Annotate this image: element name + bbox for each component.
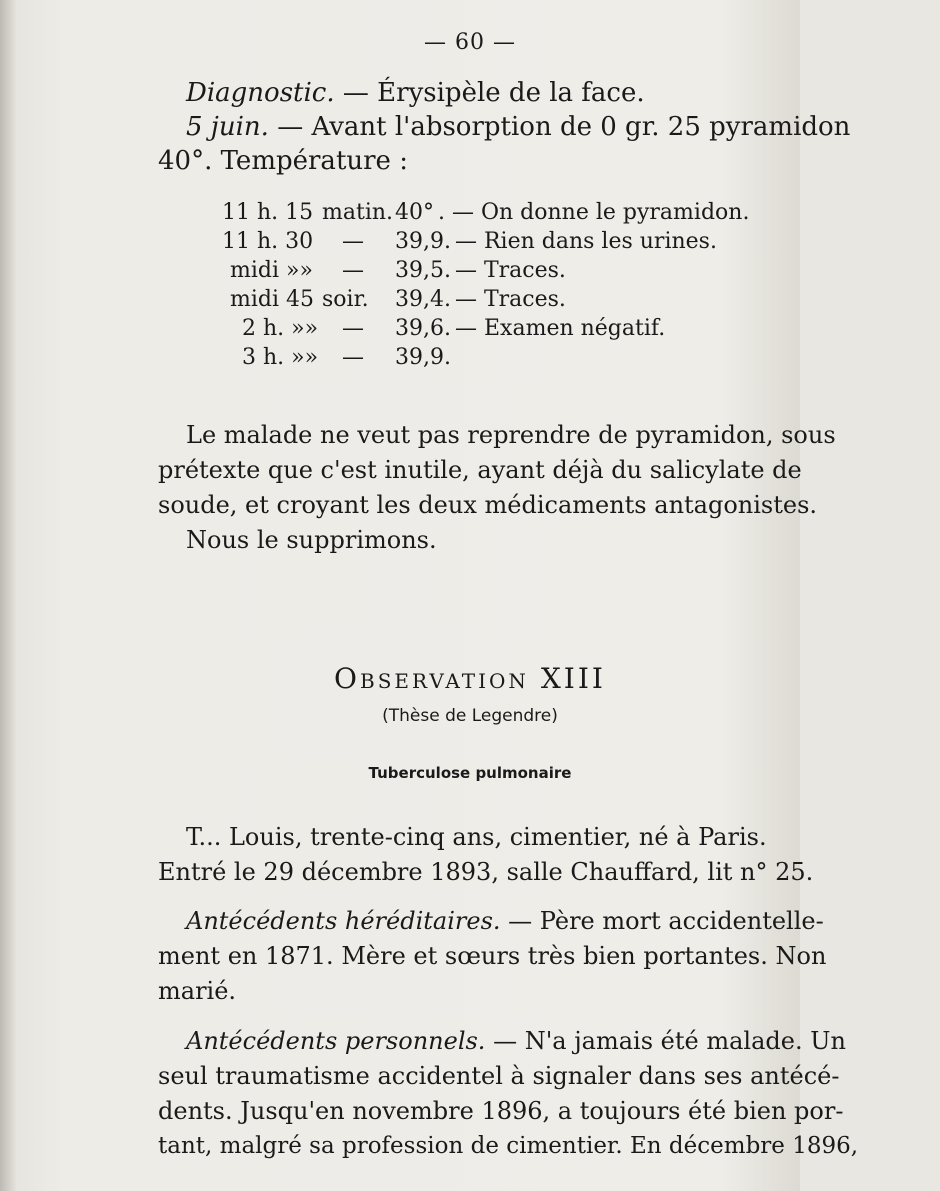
- antecedents-personnels-line: [186, 1026, 846, 1056]
- temperature-period: —: [342, 258, 364, 283]
- paragraph-line: dents. Jusqu'en novembre 1896, a toujours été bien por-: [158, 1097, 844, 1125]
- diagnostic-text: — Érysipèle de la face.: [334, 78, 645, 108]
- temperature-heading: 40°. Température :: [158, 146, 408, 176]
- temperature-period: —: [342, 345, 364, 370]
- paragraph-line: seul traumatisme accidentel à signaler dans ses antécé-: [158, 1062, 840, 1090]
- observation-source: (Thèse de Legendre): [382, 706, 558, 726]
- paragraph-line: tant, malgré sa profession de cimentier. En décembre 1896,: [158, 1133, 859, 1159]
- antecedents-hereditaires-label: Antécédents héréditaires.: [186, 907, 501, 935]
- temperature-value: 39,9.: [395, 229, 451, 254]
- paragraph-line: Entré le 29 décembre 1893, salle Chauffard, lit n° 25.: [158, 858, 814, 886]
- temperature-value: 40°: [395, 200, 434, 225]
- temperature-time: midi »»: [230, 258, 313, 283]
- paragraph-line: Nous le supprimons.: [186, 526, 437, 554]
- temperature-note: — Traces.: [455, 287, 566, 312]
- paragraph-line: marié.: [158, 977, 237, 1005]
- juin-date: 5 juin.: [186, 112, 269, 142]
- temperature-time: 2 h. »»: [242, 316, 319, 341]
- juin-line: [186, 112, 850, 142]
- diagnostic-line: [186, 78, 645, 108]
- paragraph-line: Le malade ne veut pas reprendre de pyramidon, sous: [186, 421, 836, 449]
- temperature-period: —: [342, 229, 364, 254]
- temperature-time: 11 h. 15: [222, 200, 314, 225]
- juin-text: — Avant l'absorption de 0 gr. 25 pyramidon: [268, 112, 851, 142]
- temperature-note: — Examen négatif.: [455, 316, 666, 341]
- diagnostic-label: Diagnostic.: [186, 78, 335, 108]
- temperature-note: — Traces.: [455, 258, 566, 283]
- temperature-period: matin.: [322, 200, 394, 225]
- antecedents-personnels-text: — N'a jamais été malade. Un: [485, 1027, 846, 1055]
- observation-title: Observation XIII: [334, 662, 606, 695]
- paragraph-line: ment en 1871. Mère et sœurs très bien portantes. Non: [158, 942, 827, 970]
- paragraph-line: T... Louis, trente-cinq ans, cimentier, né à Paris.: [186, 823, 767, 851]
- antecedents-hereditaires-text: — Père mort accidentelle-: [500, 907, 824, 935]
- temperature-value: 39,5.: [395, 258, 451, 283]
- temperature-time: 3 h. »»: [242, 345, 319, 370]
- paragraph-line: soude, et croyant les deux médicaments antagonistes.: [158, 491, 818, 519]
- temperature-value: 39,6.: [395, 316, 451, 341]
- antecedents-personnels-label: Antécédents personnels.: [186, 1027, 486, 1055]
- temperature-time: 11 h. 30: [222, 229, 314, 254]
- temperature-note: . — On donne le pyramidon.: [438, 200, 750, 225]
- observation-topic: Tuberculose pulmonaire: [368, 764, 572, 782]
- temperature-value: 39,9.: [395, 345, 451, 370]
- page-number: — 60 —: [424, 30, 516, 55]
- temperature-value: 39,4.: [395, 287, 451, 312]
- temperature-period: soir.: [322, 287, 369, 312]
- antecedents-hereditaires-line: [186, 906, 824, 936]
- paragraph-line: prétexte que c'est inutile, ayant déjà du salicylate de: [158, 456, 802, 484]
- temperature-time: midi 45: [230, 287, 315, 312]
- temperature-note: — Rien dans les urines.: [455, 229, 717, 254]
- book-spine-shadow: [0, 0, 16, 1191]
- temperature-period: —: [342, 316, 364, 341]
